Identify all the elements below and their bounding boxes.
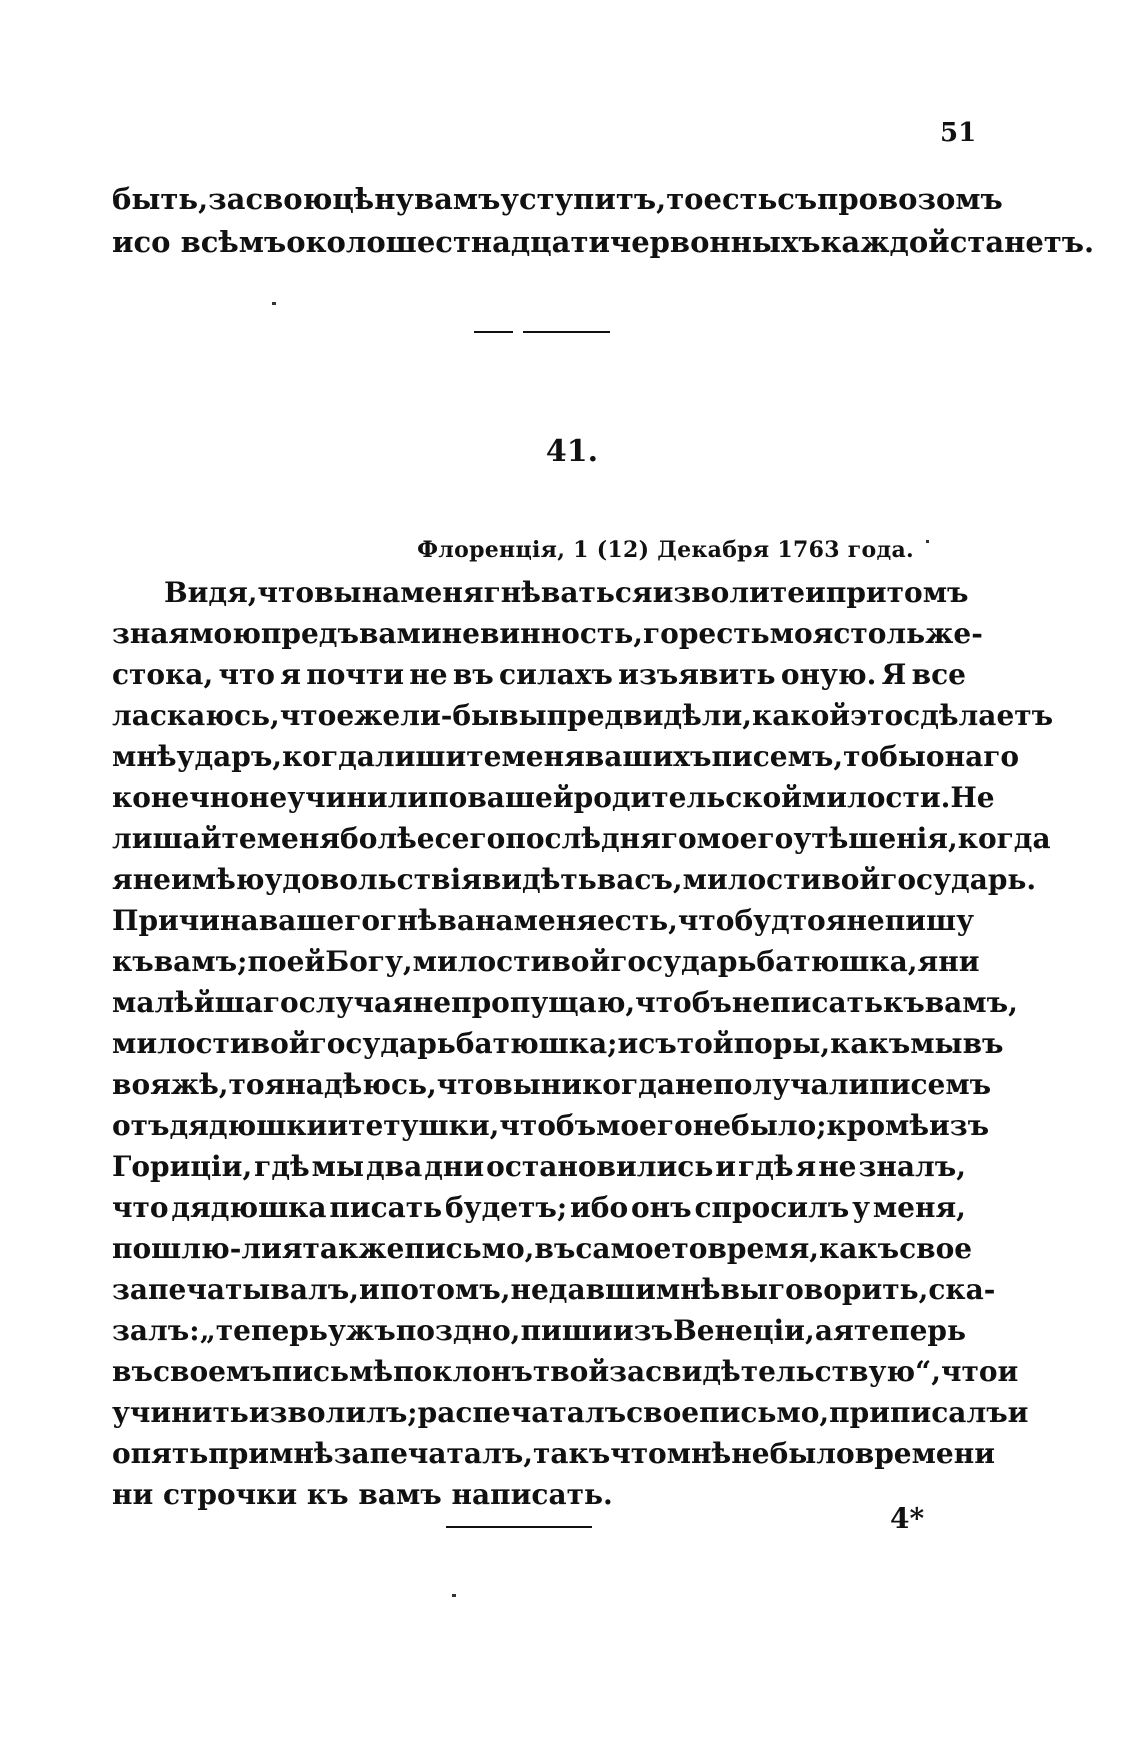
letter-body xyxy=(112,572,1054,1515)
text-line: конечно не учинили по вашей родительской милости. Не xyxy=(112,781,995,814)
text-line: отъ дядюшки и тетушки, чтобъ моего не было; кромѣ изъ xyxy=(112,1109,990,1142)
text-line: что дядюшка писать будетъ; ибо онъ спросилъ у меня, xyxy=(112,1191,966,1224)
text-line: лишайте меня болѣе сего послѣдняго моего утѣшенія, когда xyxy=(112,822,1051,855)
page-number: 51 xyxy=(940,118,977,148)
print-speck xyxy=(926,540,929,543)
text-line: ни строчки къ вамъ написать. xyxy=(112,1478,613,1511)
text-line: милостивой государь батюшка; и съ той поры, какъ мы въ xyxy=(112,1027,1004,1060)
divider-gap xyxy=(513,329,523,335)
text-line: я не имѣю удовольствія видѣть васъ, милостивой государь. xyxy=(112,863,1037,896)
text-line: залъ: „теперь ужъ поздно, пиши изъ Венеціи, а я теперь xyxy=(112,1314,966,1347)
text-line: въ своемъ письмѣ поклонъ твой засвидѣтельствую“, что и xyxy=(112,1355,1019,1388)
text-line: Видя, что вы на меня гнѣваться изволите и при томъ xyxy=(164,576,969,609)
text-line: пошлю-ли я также письмо, въ самое то время, какъ свое xyxy=(112,1232,973,1265)
text-line: и со всѣмъ около шестнадцати червонныхъ каждой станетъ. xyxy=(112,225,1095,259)
text-line: быть, за свою цѣну вамъ уступитъ, то есть съ провозомъ xyxy=(112,182,1003,216)
print-speck xyxy=(272,302,276,305)
text-line: вояжѣ, то я надѣюсь, что вы никогда не получали писемъ xyxy=(112,1068,992,1101)
section-divider xyxy=(474,331,610,333)
letter-number: 41. xyxy=(545,434,599,469)
text-line: малѣйшаго случая не пропущаю, чтобъ не писать къ вамъ, xyxy=(112,986,1018,1019)
continuation-paragraph xyxy=(112,178,1095,264)
text-line: ласкаюсь, что ежели-бы вы предвидѣли, какой это сдѣлаетъ xyxy=(112,699,1054,732)
signature-mark: 4* xyxy=(890,1502,925,1535)
text-line: къ вамъ; по ей Богу, милостивой государь батюшка, я ни xyxy=(112,945,980,978)
text-line: зная мою предъ вами невинность, горесть моя столь же- xyxy=(112,617,983,650)
text-line: опять при мнѣ запечаталъ, такъ что мнѣ не было времени xyxy=(112,1437,995,1470)
print-speck xyxy=(452,1594,456,1597)
text-line: учинить изволилъ; распечаталъ свое письмо, приписалъ и xyxy=(112,1396,1029,1429)
text-line: Причина вашего гнѣва на меня есть, что будто я не пишу xyxy=(112,904,975,937)
closing-divider xyxy=(446,1526,592,1528)
text-line: стока, что я почти не въ силахъ изъявить оную. Я все xyxy=(112,658,966,691)
text-line: Гориціи, гдѣ мы два дни остановились и гдѣ я не зналъ, xyxy=(112,1150,966,1183)
letter-dateline: Флоренція, 1 (12) Декабря 1763 года. xyxy=(417,537,914,563)
text-line: запечатывалъ, и потомъ, не давши мнѣ выговорить, ска- xyxy=(112,1273,996,1306)
text-line: мнѣ ударъ, когда лишите меня вашихъ писемъ, то бы онаго xyxy=(112,740,1020,773)
